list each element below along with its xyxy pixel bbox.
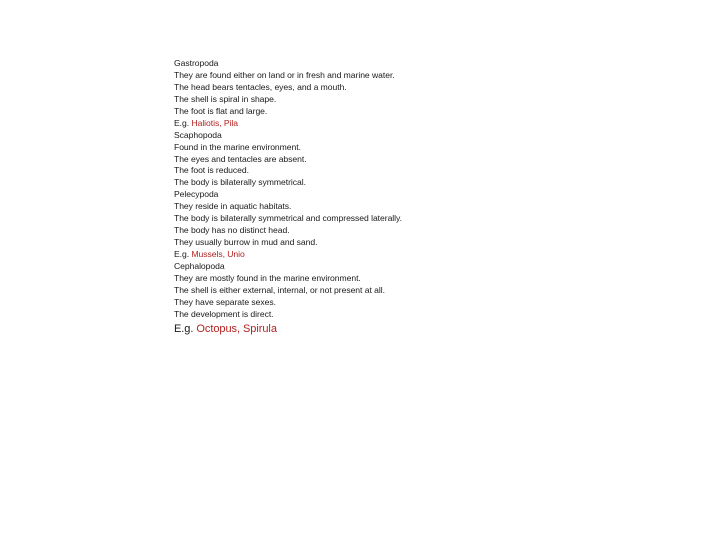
scaphopoda-line: The body is bilaterally symmetrical.: [174, 177, 306, 188]
cephalopoda-examples: Octopus, Spirula: [196, 322, 277, 335]
pelecypoda-examples: Mussels, Unio: [191, 249, 245, 259]
scaphopoda-heading: Scaphopoda: [174, 129, 222, 140]
cephalopoda-line: The development is direct.: [174, 308, 274, 319]
gastropoda-line: They are found either on land or in fresh and marine water.: [174, 69, 395, 80]
gastropoda-heading: Gastropoda: [174, 58, 219, 68]
scaphopoda-line: The foot is reduced.: [174, 165, 249, 176]
gastropoda-examples: Haliotis, Pila: [191, 117, 239, 128]
scaphopoda-line: Found in the marine environment.: [174, 141, 301, 152]
pelecypoda-line: The body is bilaterally symmetrical and compressed laterally.: [174, 213, 402, 224]
gastropoda-line: The shell is spiral in shape.: [174, 93, 277, 104]
pelecypoda-example-line: [174, 249, 474, 261]
eg-prefix: E.g.: [174, 322, 197, 335]
cephalopoda-line: They have separate sexes.: [174, 296, 276, 307]
cephalopoda-example-line: [174, 322, 474, 336]
gastropoda-line: The head bears tentacles, eyes, and a mouth.: [174, 81, 347, 92]
pelecypoda-line: They reside in aquatic habitats.: [174, 201, 292, 212]
pelecypoda-line: They usually burrow in mud and sand.: [174, 237, 318, 248]
scaphopoda-line: The eyes and tentacles are absent.: [174, 153, 307, 164]
eg-prefix: E.g.: [174, 117, 192, 128]
pelecypoda-line: The body has no distinct head.: [174, 225, 290, 236]
cephalopoda-line: The shell is either external, internal, or not present at all.: [174, 284, 385, 295]
cephalopoda-line: They are mostly found in the marine environment.: [174, 272, 361, 283]
gastropoda-line: The foot is flat and large.: [174, 105, 268, 116]
cephalopoda-heading: Cephalopoda: [174, 260, 225, 271]
gastropoda-example-line: [174, 118, 474, 130]
pelecypoda-heading: Pelecypoda: [174, 189, 219, 200]
text-block: [174, 58, 474, 336]
eg-prefix: E.g.: [174, 249, 192, 259]
